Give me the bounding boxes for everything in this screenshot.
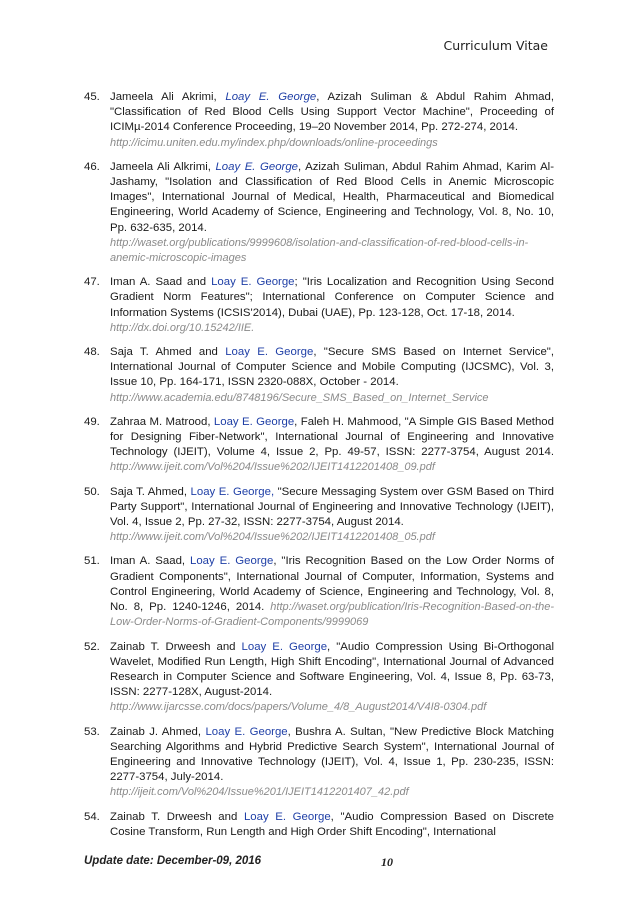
- entry-citation: , "Audio Compression Using Bi-Orthogonal Wavelet, Modified Run Length, High Shift Encoding", International Journal of Advanced Research in Computer Science and Software Engineering, Vol. 4, Issue 8, Pp. 63-73, ISSN: 2277-128X, August-2014.: [110, 640, 554, 699]
- entry-url-link[interactable]: http://www.ijeit.com/Vol%204/Issue%202/IJEIT1412201408_05.pdf: [110, 531, 435, 544]
- entry-url-link[interactable]: http://www.ijeit.com/Vol%204/Issue%202/IJEIT1412201408_09.pdf: [110, 461, 435, 474]
- entry-authors: Zainab T. Drweesh and: [110, 640, 242, 653]
- entry-citation: , "Secure SMS Based on Internet Service", International Journal of Computer Science and Mobile Computing (IJCSMC), Vol. 3, Issue 10, Pp. 164-171, ISSN 2320-088X, October - 2014.: [110, 346, 554, 389]
- entry-authors: Zahraa M. Matrood,: [110, 415, 214, 428]
- entry-number: 52.: [84, 640, 100, 653]
- publication-entry: [84, 90, 554, 151]
- entry-citation: , Azizah Suliman, Abdul Rahim Ahmad, Karim Al-Jashamy, "Isolation and Classification of Red Blood Cells in Anemic Microscopic Images", International Journal of Medical, Health, Pharmaceutical and Biomedical Engineering, World Academy of Science, Engineering and Technology, Vol. 8, No. 10, Pp. 632-635, 2014.: [110, 160, 554, 234]
- entry-number: 51.: [84, 555, 100, 568]
- publication-entry: [84, 345, 554, 406]
- entry-number: 50.: [84, 485, 100, 498]
- entry-number: 45.: [84, 91, 100, 103]
- publication-list: [84, 90, 554, 849]
- entry-citation: "Secure Messaging System over GSM Based on Third Party Support", International Journal of Engineering and Innovative Technology (IJEIT), Vol. 4, Issue 2, Pp. 27-32, ISSN: 2277-3754, August 2014.: [110, 485, 554, 529]
- entry-url-link[interactable]: http://dx.doi.org/10.15242/IIE.: [110, 321, 255, 334]
- entry-number: 47.: [84, 276, 100, 289]
- highlighted-author: Loay E. George: [215, 160, 299, 173]
- highlighted-author: Loay E. George: [211, 276, 295, 289]
- highlighted-author: Loay E. George: [190, 555, 274, 568]
- entry-url-link[interactable]: http://www.ijarcsse.com/docs/papers/Volume_4/8_August2014/V4I8-0304.pdf: [110, 701, 487, 714]
- publication-entry: [84, 554, 554, 630]
- highlighted-author: Loay E. George: [213, 415, 295, 428]
- publication-entry: [84, 810, 554, 840]
- entry-citation: , "Audio Compression Based on Discrete Cosine Transform, Run Length and High Order Shift Encoding", International: [110, 810, 554, 838]
- publication-entry: [84, 640, 554, 716]
- entry-citation: , "Iris Recognition Based on the Low Order Norms of Gradient Components", International Journal of Computer, Information, Systems and Control Engineering, World Academy of Science, Engineering and Technology, Vol. 8, No. 8, Pp. 1240-1246, 2014.: [110, 555, 555, 614]
- entry-authors: Iman A. Saad,: [110, 555, 190, 568]
- entry-authors: Saja T. Ahmed and: [110, 346, 226, 359]
- entry-citation: , Bushra A. Sultan, "New Predictive Block Matching Searching Algorithms and Hybrid Predictive Search System", International Journal of Engineering and Innovative Technology (IJEIT), Vol. 4, Issue 1, Pp. 230-235, ISSN: 2277-3754, July-2014.: [110, 725, 554, 784]
- entry-url-link[interactable]: http://icimu.uniten.edu.my/index.php/downloads/online-proceedings: [110, 136, 438, 149]
- highlighted-author: Loay E. George: [225, 346, 314, 359]
- entry-citation: ; "Iris Localization and Recognition Using Second Gradient Norm Features"; International Conference on Computer Science and Information Systems (ICSIS'2014), Dubai (UAE), Pp. 123-128, Oct. 17-18, 2014.: [110, 276, 554, 319]
- entry-number: 49.: [84, 415, 100, 428]
- page-header-title: Curriculum Vitae: [443, 38, 548, 53]
- publication-entry: [84, 485, 554, 546]
- publication-entry: [84, 415, 554, 476]
- entry-authors: Zainab J. Ahmed,: [110, 725, 206, 738]
- entry-url-link[interactable]: http://waset.org/publications/9999608/isolation-and-classification-of-red-blood-cells-in-anemic-microscopic-images: [110, 236, 529, 265]
- footer-page-number: 10: [381, 855, 393, 869]
- entry-authors: Jameela Ali Akrimi,: [110, 91, 226, 103]
- publication-entry: [84, 725, 554, 801]
- entry-authors: Jameela Ali Alkrimi,: [110, 160, 216, 173]
- highlighted-author: Loay E. George: [225, 91, 317, 103]
- entry-number: 54.: [84, 810, 100, 823]
- entry-citation: , Faleh H. Mahmood, "A Simple GIS Based Method for Designing Fiber-Network", International Journal of Engineering and Innovative Technology (IJEIT), Volume 4, Issue 2, Pp. 49-57, ISSN: 2277-3754, August 2014.: [110, 415, 554, 459]
- entry-number: 46.: [84, 160, 100, 173]
- publication-entry: [84, 160, 554, 266]
- entry-authors: Zainab T. Drweesh and: [110, 810, 244, 823]
- publication-entry: [84, 275, 554, 336]
- entry-number: 48.: [84, 346, 100, 359]
- highlighted-author: Loay E. George: [243, 810, 331, 823]
- entry-number: 53.: [84, 725, 100, 738]
- entry-authors: Iman A. Saad and: [110, 276, 212, 289]
- footer-update-date: Update date: December-09, 2016: [84, 855, 262, 867]
- highlighted-author: Loay E. George: [241, 640, 328, 653]
- entry-authors: Saja T. Ahmed,: [110, 485, 191, 498]
- highlighted-author: Loay E. George: [205, 725, 288, 738]
- highlighted-author: Loay E. George,: [190, 485, 275, 498]
- entry-url-link[interactable]: http://waset.org/publication/Iris-Recognition-Based-on-the-Low-Order-Norms-of-Gradient-Components/9999069: [110, 601, 554, 629]
- entry-url-link[interactable]: http://ijeit.com/Vol%204/Issue%201/IJEIT1412201407_42.pdf: [110, 786, 409, 799]
- entry-url-link[interactable]: http://www.academia.edu/8748196/Secure_SMS_Based_on_Internet_Service: [110, 391, 489, 404]
- entry-citation: , Azizah Suliman & Abdul Rahim Ahmad, "Classification of Red Blood Cells Using Support Vector Machine", Proceeding of ICIMµ-2014 Conference Proceeding, 19–20 November 2014, Pp. 272-274, 2014.: [110, 91, 554, 134]
